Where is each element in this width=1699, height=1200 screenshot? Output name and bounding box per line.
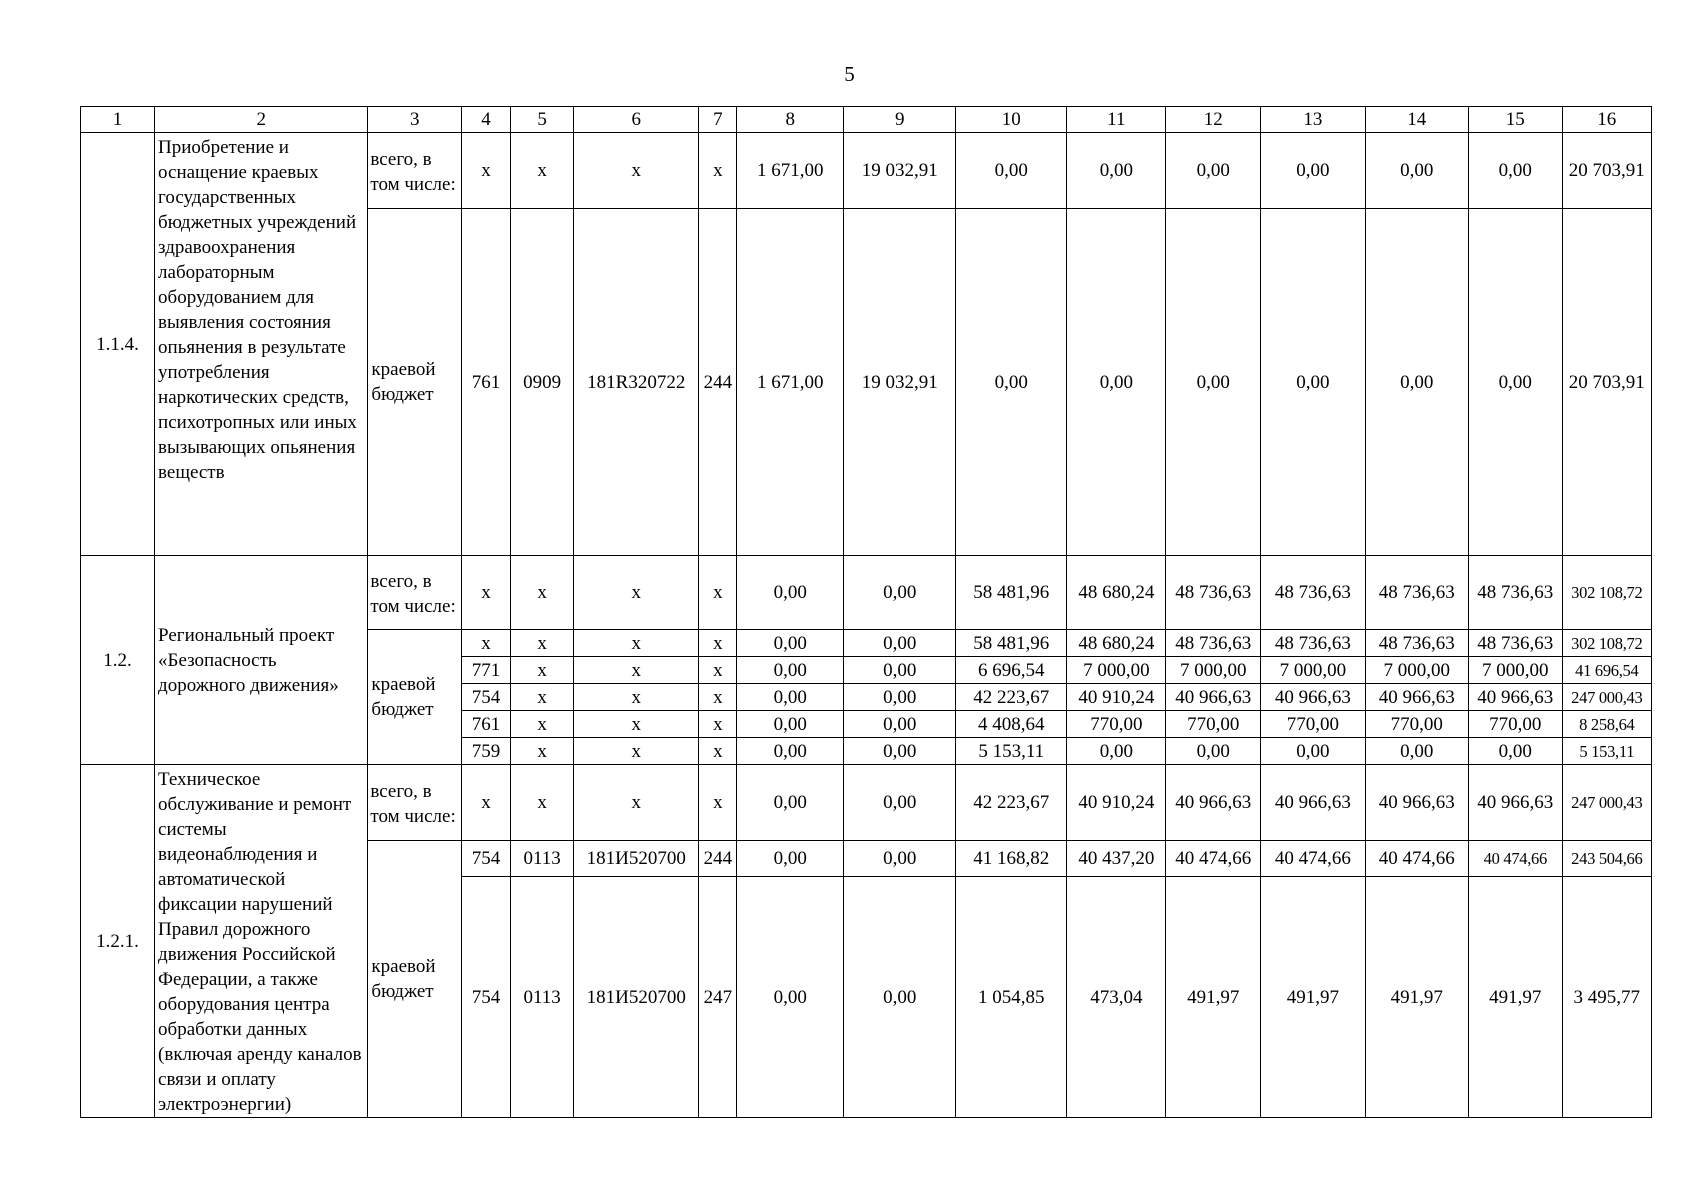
cell: х [462, 133, 511, 209]
cell: 0,00 [737, 556, 844, 630]
cell: 243 504,66 [1562, 841, 1651, 877]
cell: х [574, 133, 699, 209]
table-row [81, 133, 1652, 209]
cell: 247 000,43 [1562, 684, 1651, 711]
cell: 0,00 [1261, 133, 1366, 209]
cell: 19 032,91 [844, 133, 956, 209]
row-name: Приобретение и оснащение краевых государственных бюджетных учреждений здравоохранения лабораторным оборудованием для выявления состояния опьянения в результате употребления наркотических средств, психотропных или иных вызывающих опьянения веществ [155, 133, 368, 556]
cell: 48 736,63 [1468, 630, 1562, 657]
cell: х [511, 765, 574, 841]
cell: х [462, 765, 511, 841]
cell: 473,04 [1067, 877, 1166, 1118]
cell: х [574, 657, 699, 684]
cell: 761 [462, 209, 511, 556]
cell: 40 966,63 [1365, 684, 1468, 711]
source-label: всего, в том числе: [368, 133, 462, 209]
cell: 0,00 [1261, 209, 1366, 556]
cell: 0,00 [1468, 133, 1562, 209]
cell: 491,97 [1365, 877, 1468, 1118]
cell: 7 000,00 [1365, 657, 1468, 684]
cell: 5 153,11 [1562, 738, 1651, 765]
cell: 302 108,72 [1562, 630, 1651, 657]
cell: 0,00 [956, 133, 1067, 209]
cell: 491,97 [1261, 877, 1366, 1118]
header-cell: 8 [737, 107, 844, 133]
cell: 0,00 [844, 556, 956, 630]
cell: 40 910,24 [1067, 684, 1166, 711]
cell: х [699, 765, 737, 841]
row-name: Региональный проект «Безопасность дорожного движения» [155, 556, 368, 765]
cell: 40 474,66 [1166, 841, 1261, 877]
cell: х [699, 133, 737, 209]
cell: 58 481,96 [956, 630, 1067, 657]
cell: 42 223,67 [956, 765, 1067, 841]
cell: 0,00 [1166, 133, 1261, 209]
cell: 0,00 [844, 877, 956, 1118]
cell: 244 [699, 209, 737, 556]
cell: 0113 [511, 877, 574, 1118]
cell: 0909 [511, 209, 574, 556]
cell: 244 [699, 841, 737, 877]
cell: х [511, 630, 574, 657]
cell: 48 736,63 [1261, 630, 1366, 657]
cell: 302 108,72 [1562, 556, 1651, 630]
cell: 40 910,24 [1067, 765, 1166, 841]
cell: 40 474,66 [1468, 841, 1562, 877]
cell: 20 703,91 [1562, 133, 1651, 209]
cell: 48 736,63 [1166, 630, 1261, 657]
cell: х [699, 684, 737, 711]
header-cell: 12 [1166, 107, 1261, 133]
cell: 42 223,67 [956, 684, 1067, 711]
cell: 40 966,63 [1166, 765, 1261, 841]
header-cell: 4 [462, 107, 511, 133]
cell: 48 680,24 [1067, 556, 1166, 630]
cell: 0,00 [737, 711, 844, 738]
cell: 754 [462, 877, 511, 1118]
header-cell: 14 [1365, 107, 1468, 133]
cell: 247 000,43 [1562, 765, 1651, 841]
cell: 58 481,96 [956, 556, 1067, 630]
cell: 1 671,00 [737, 209, 844, 556]
table-row [81, 765, 1652, 841]
cell: 0,00 [1468, 738, 1562, 765]
cell: 770,00 [1468, 711, 1562, 738]
cell: 0,00 [1468, 209, 1562, 556]
cell: 0,00 [844, 630, 956, 657]
cell: 0,00 [1365, 133, 1468, 209]
cell: 48 680,24 [1067, 630, 1166, 657]
cell: 8 258,64 [1562, 711, 1651, 738]
cell: 7 000,00 [1166, 657, 1261, 684]
cell: 0,00 [1067, 133, 1166, 209]
cell: 6 696,54 [956, 657, 1067, 684]
cell: 0,00 [737, 738, 844, 765]
cell: 754 [462, 841, 511, 877]
cell: 0,00 [737, 684, 844, 711]
cell: 0,00 [1261, 738, 1366, 765]
source-label: всего, в том числе: [368, 765, 462, 841]
cell: 19 032,91 [844, 209, 956, 556]
cell: х [699, 657, 737, 684]
cell: 1 671,00 [737, 133, 844, 209]
cell: 0,00 [737, 877, 844, 1118]
cell: 0,00 [737, 841, 844, 877]
row-number: 1.2. [81, 556, 155, 765]
cell: 7 000,00 [1468, 657, 1562, 684]
cell: 0,00 [844, 841, 956, 877]
cell: 0,00 [737, 657, 844, 684]
cell: 40 474,66 [1365, 841, 1468, 877]
cell: 0,00 [1067, 738, 1166, 765]
cell: 491,97 [1468, 877, 1562, 1118]
cell: х [511, 711, 574, 738]
header-cell: 6 [574, 107, 699, 133]
cell: 40 966,63 [1166, 684, 1261, 711]
cell: 770,00 [1067, 711, 1166, 738]
cell: 1 054,85 [956, 877, 1067, 1118]
header-cell: 5 [511, 107, 574, 133]
source-label: краевой бюджет [368, 209, 462, 556]
cell: х [462, 630, 511, 657]
cell: 181R320722 [574, 209, 699, 556]
cell: 4 408,64 [956, 711, 1067, 738]
cell: 20 703,91 [1562, 209, 1651, 556]
cell: 48 736,63 [1166, 556, 1261, 630]
header-cell: 2 [155, 107, 368, 133]
cell: 7 000,00 [1261, 657, 1366, 684]
cell: 0,00 [844, 738, 956, 765]
header-cell: 13 [1261, 107, 1366, 133]
cell: 0,00 [844, 765, 956, 841]
row-number: 1.2.1. [81, 765, 155, 1118]
cell: 247 [699, 877, 737, 1118]
cell: 40 474,66 [1261, 841, 1366, 877]
cell: 0,00 [1166, 209, 1261, 556]
cell: х [574, 684, 699, 711]
cell: 40 437,20 [1067, 841, 1166, 877]
row-number: 1.1.4. [81, 133, 155, 556]
cell: 0,00 [956, 209, 1067, 556]
cell: 770,00 [1166, 711, 1261, 738]
cell: х [462, 556, 511, 630]
cell: 0,00 [844, 657, 956, 684]
table-row [81, 556, 1652, 630]
cell: 181И520700 [574, 877, 699, 1118]
cell: х [699, 738, 737, 765]
page-number: 5 [844, 62, 855, 86]
cell: х [699, 556, 737, 630]
cell: 0,00 [1067, 209, 1166, 556]
cell: х [574, 556, 699, 630]
cell: 771 [462, 657, 511, 684]
budget-table [80, 106, 1652, 1118]
header-cell: 7 [699, 107, 737, 133]
cell: х [511, 556, 574, 630]
cell: х [574, 738, 699, 765]
cell: 48 736,63 [1261, 556, 1366, 630]
cell: 0,00 [737, 630, 844, 657]
cell: х [511, 657, 574, 684]
cell: 0113 [511, 841, 574, 877]
cell: 754 [462, 684, 511, 711]
cell: 48 736,63 [1365, 556, 1468, 630]
cell: 48 736,63 [1365, 630, 1468, 657]
cell: х [699, 630, 737, 657]
header-cell: 11 [1067, 107, 1166, 133]
cell: х [574, 711, 699, 738]
cell: х [511, 684, 574, 711]
header-cell: 3 [368, 107, 462, 133]
header-cell: 9 [844, 107, 956, 133]
source-label: краевой бюджет [368, 630, 462, 765]
cell: 0,00 [1166, 738, 1261, 765]
cell: 770,00 [1365, 711, 1468, 738]
cell: 491,97 [1166, 877, 1261, 1118]
source-label: краевой бюджет [368, 841, 462, 1118]
header-row [81, 107, 1652, 133]
cell: 181И520700 [574, 841, 699, 877]
cell: 0,00 [844, 711, 956, 738]
cell: х [511, 738, 574, 765]
cell: 40 966,63 [1468, 684, 1562, 711]
cell: 0,00 [737, 765, 844, 841]
cell: х [574, 765, 699, 841]
cell: 40 966,63 [1261, 684, 1366, 711]
header-cell: 1 [81, 107, 155, 133]
cell: 7 000,00 [1067, 657, 1166, 684]
row-name: Техническое обслуживание и ремонт системы видеонаблюдения и автоматической фиксации нарушений Правил дорожного движения Российской Федерации, а также оборудования центра обработки данных (включая аренду каналов связи и оплату электроэнергии) [155, 765, 368, 1118]
cell: 48 736,63 [1468, 556, 1562, 630]
cell: 770,00 [1261, 711, 1366, 738]
cell: 40 966,63 [1261, 765, 1366, 841]
cell: х [574, 630, 699, 657]
cell: 40 966,63 [1365, 765, 1468, 841]
cell: 41 696,54 [1562, 657, 1651, 684]
cell: х [699, 711, 737, 738]
cell: 40 966,63 [1468, 765, 1562, 841]
header-cell: 15 [1468, 107, 1562, 133]
cell: 761 [462, 711, 511, 738]
cell: 0,00 [1365, 738, 1468, 765]
cell: 5 153,11 [956, 738, 1067, 765]
cell: 0,00 [1365, 209, 1468, 556]
cell: 0,00 [844, 684, 956, 711]
source-label: всего, в том числе: [368, 556, 462, 630]
cell: х [511, 133, 574, 209]
cell: 41 168,82 [956, 841, 1067, 877]
header-cell: 10 [956, 107, 1067, 133]
cell: 3 495,77 [1562, 877, 1651, 1118]
cell: 759 [462, 738, 511, 765]
header-cell: 16 [1562, 107, 1651, 133]
